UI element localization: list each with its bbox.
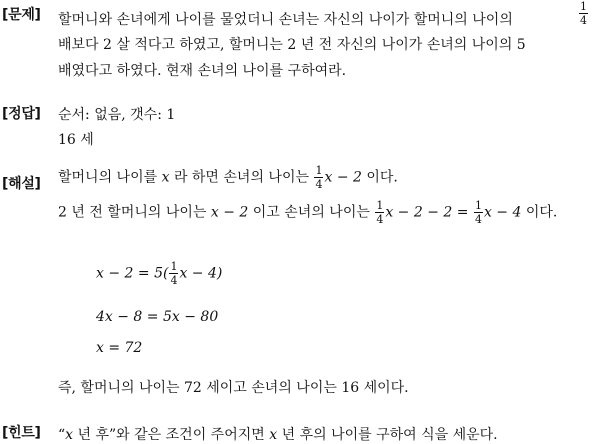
solution-l2-frac-den: 4 [376,213,384,226]
answer-line-2: 16 세 [58,132,94,148]
eq1-frac-den: 4 [170,274,178,287]
problem-frac-den: 4 [580,14,587,27]
problem-line-1-text: 할머니와 손녀에게 나이를 물었더니 손녀는 자신의 나이가 할머니의 나이의 [58,12,513,28]
hint-var-2: x [269,427,278,443]
eq1-right: x − 4) [179,265,223,282]
hint-tag: [힌트] [2,425,41,441]
eq1-left: x − 2 = 5( [96,265,169,282]
hint-line [58,424,498,444]
solution-l1-frac-den: 4 [315,178,323,191]
hint-text-a: 년 후”와 같은 조건이 주어지면 [77,427,265,443]
solution-conclusion: 즉, 할머니의 나이는 72 세이고 손녀의 나이는 16 세이다. [58,380,409,396]
problem-line-3: 배였다고 하였다. 현재 손녀의 나이를 구하여라. [58,63,347,79]
solution-l1-c: 이다. [366,169,398,186]
solution-l1-var: x [161,169,170,186]
equation-1 [96,261,222,286]
solution-tag: [해설] [2,176,41,192]
answer-line-1: 순서: 없음, 갯수: 1 [58,107,176,123]
solution-l2-a: 2 년 전 할머니의 나이는 [58,204,207,221]
solution-l2-c: 이다. [525,204,558,221]
equation-3: x = 72 [96,340,143,356]
solution-l1-a: 할머니의 나이를 [58,169,158,186]
hint-var-1: x [65,427,74,443]
problem-frac-num: 1 [580,0,587,13]
problem-line-2: 배보다 2 살 적다고 하였고, 할머니는 2 년 전 자신의 나이가 손녀의 나이의 5 [58,37,526,53]
solution-line-2 [58,200,557,225]
equation-2: 4x − 8 = 5x − 80 [96,309,219,325]
solution-l2-expr3: x − 4 [483,204,522,221]
solution-l2-expr2: x − 2 − 2 = [385,204,469,221]
problem-fraction [578,1,589,26]
solution-l2-frac2-den: 4 [474,213,482,226]
solution-l2-b: 이고 손녀의 나이는 [252,204,370,221]
problem-line-1 [58,9,513,29]
eq1-frac-num: 1 [170,260,178,273]
solution-l2-expr1: x − 2 [210,204,249,221]
hint-text-b: 년 후의 나이를 구하여 식을 세운다. [281,427,498,443]
solution-line-1 [58,165,398,190]
solution-l1-expr: x − 2 [324,169,362,186]
solution-l2-frac-num: 1 [376,199,384,212]
solution-l1-frac-num: 1 [315,164,323,177]
solution-l1-b: 라 하면 손녀의 나이는 [173,169,310,186]
problem-tag: [문제] [2,7,41,23]
answer-tag: [정답] [2,106,41,122]
hint-open-quote: “ [58,427,66,443]
solution-l2-frac2-num: 1 [474,199,482,212]
